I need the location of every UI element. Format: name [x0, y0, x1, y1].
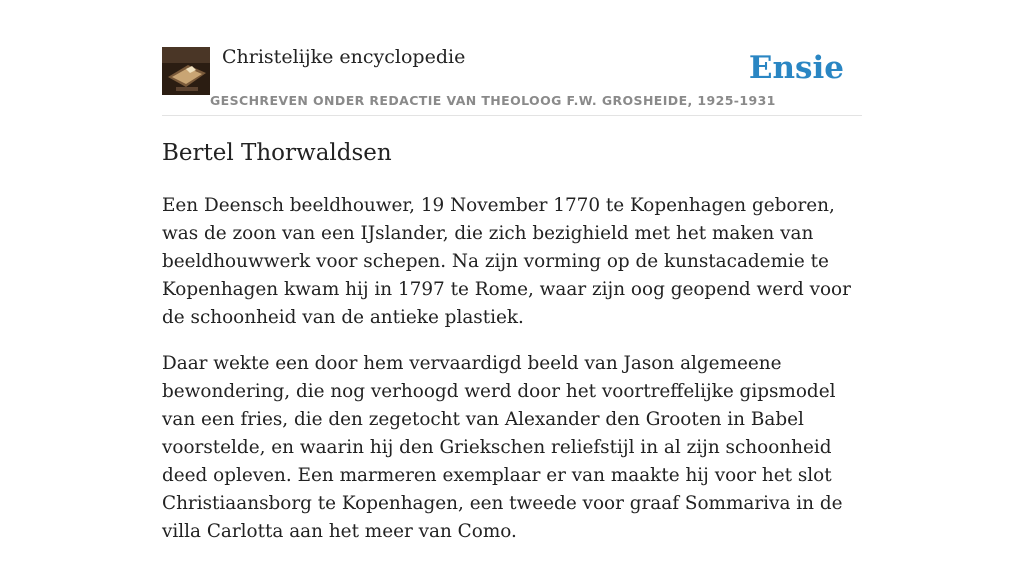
- brand-logo[interactable]: Ensie: [748, 50, 844, 86]
- site-header: [162, 46, 862, 116]
- book-subtitle: GESCHREVEN ONDER REDACTIE VAN THEOLOOG F.W. GROSHEIDE, 1925-1931: [210, 93, 776, 108]
- article-paragraph: Daar wekte een door hem vervaardigd beeld van Jason algemeene bewondering, die nog verhoogd werd door het voortreffelijke gipsmodel van een fries, die den zegetocht van Alexander den Grooten in Babel voorstelde, en waarin hij den Griekschen reliefstijl in al zijn schoonheid deed opleven. Een marmeren exemplaar er van maakte hij voor het slot Christiaansborg te Kopenhagen, een tweede voor graaf Sommariva in de villa Carlotta aan het meer van Como.: [162, 353, 843, 542]
- book-avatar[interactable]: [162, 47, 210, 95]
- book-title[interactable]: Christelijke encyclopedie: [222, 46, 466, 68]
- article-body: [162, 192, 862, 564]
- article-paragraph: Een Deensch beeldhouwer, 19 November 1770 te Kopenhagen geboren, was de zoon van een IJslander, die zich bezighield met het maken van beeldhouwwerk voor schepen. Na zijn vorming op de kunstacademie te Kopenhagen kwam hij in 1797 te Rome, waar zijn oog geopend werd voor de schoonheid van de antieke plastiek.: [162, 195, 851, 328]
- article-title: Bertel Thorwaldsen: [162, 140, 392, 166]
- book-cover-icon: [162, 47, 210, 95]
